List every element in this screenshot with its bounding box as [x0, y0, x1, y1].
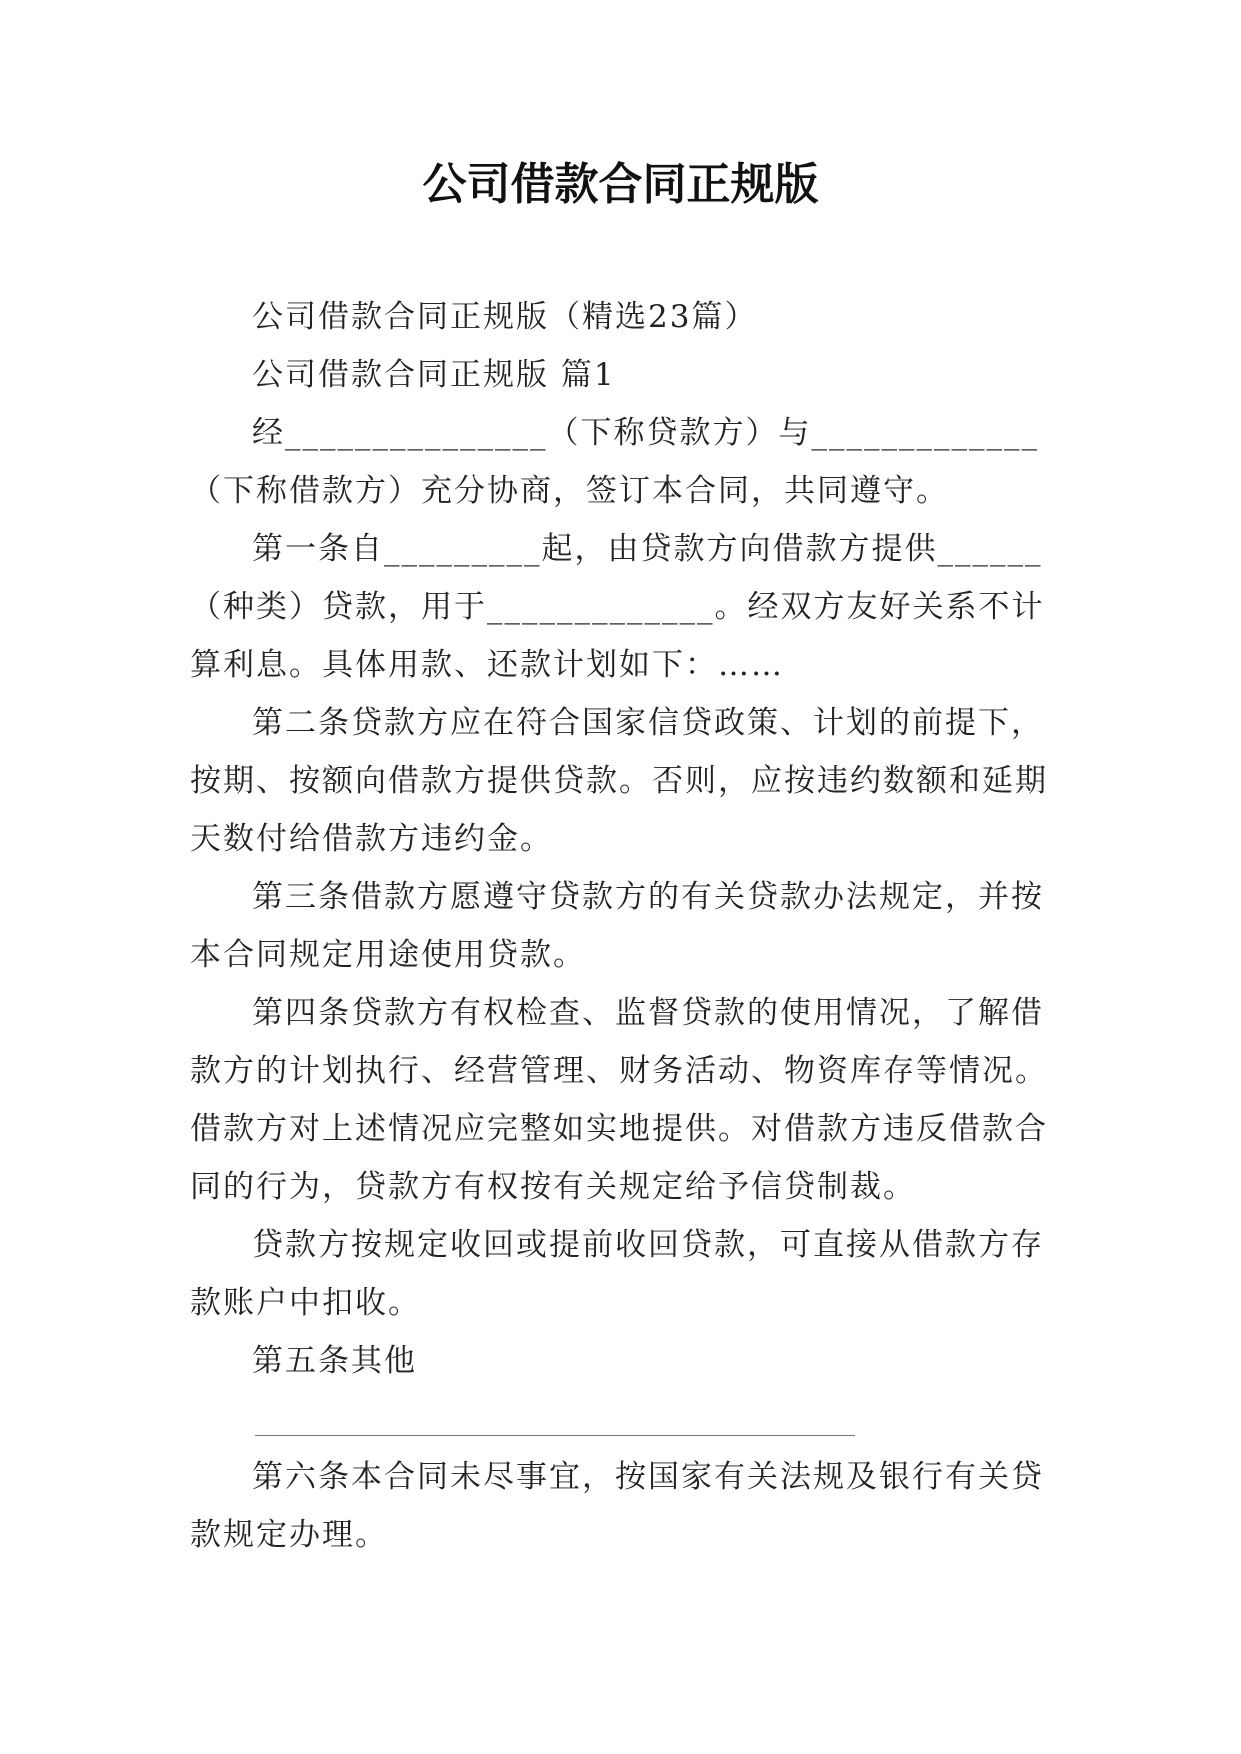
- paragraph-article-4-cont: 贷款方按规定收回或提前收回贷款，可直接从借款方存款账户中扣收。: [190, 1227, 1044, 1321]
- paragraph-article-2: 第二条贷款方应在符合国家信贷政策、计划的前提下，按期、按额向借款方提供贷款。否则，应按违约数额和延期天数付给借款方违约金。: [190, 705, 1048, 857]
- paragraph-subtitle: 公司借款合同正规版（精选23篇）: [252, 299, 758, 335]
- blank-line-area: [190, 1390, 1050, 1448]
- paragraph-article-5: 第五条其他: [252, 1343, 417, 1379]
- paragraph-article-3: 第三条借款方愿遵守贷款方的有关贷款办法规定，并按本合同规定用途使用贷款。: [190, 879, 1044, 973]
- paragraph-article-1: 第一条自_________起，由贷款方向借款方提供______（种类）贷款，用于_____________。经双方友好关系不计算利息。具体用款、还款计划如下：……: [190, 531, 1045, 683]
- paragraph-article-4: 第四条贷款方有权检查、监督贷款的使用情况，了解借款方的计划执行、经营管理、财务活动、物资库存等情况。借款方对上述情况应完整如实地提供。对借款方违反借款合同的行为，贷款方有权按有关规定给予信贷制裁。: [190, 995, 1048, 1205]
- paragraph-article-6: 第六条本合同未尽事宜，按国家有关法规及银行有关贷款规定办理。: [190, 1459, 1044, 1553]
- document-body: [190, 288, 1050, 1564]
- document-title: 公司借款合同正规版: [422, 159, 819, 210]
- paragraph-section-heading: 公司借款合同正规版 篇1: [252, 357, 616, 393]
- paragraph-preamble: 经_______________（下称贷款方）与_____________（下称借款方）充分协商，签订本合同，共同遵守。: [190, 415, 1039, 509]
- fill-in-blank-line: [255, 1435, 855, 1436]
